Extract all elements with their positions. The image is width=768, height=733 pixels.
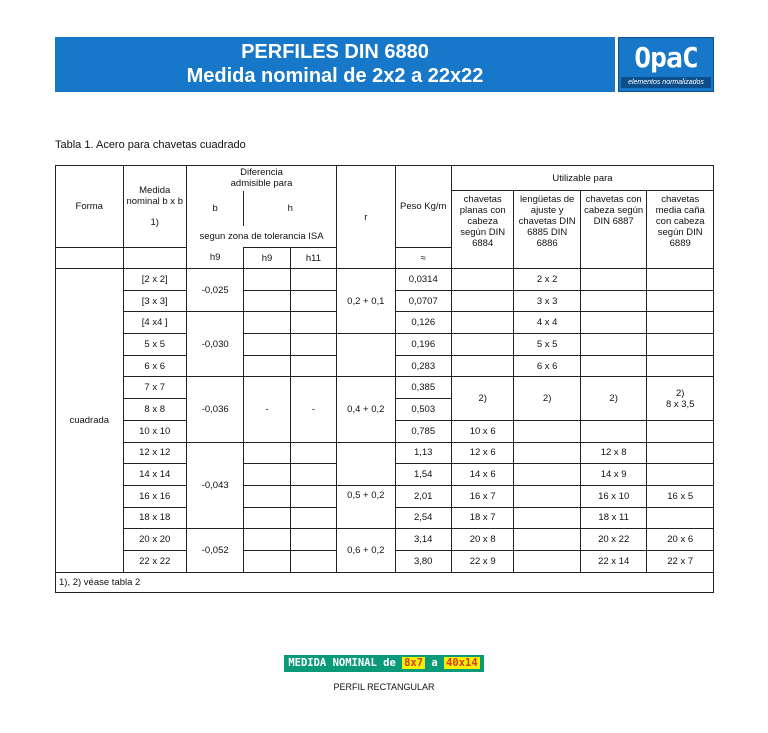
medida-cell: 10 x 10 bbox=[123, 420, 186, 442]
r-cell: 0,4 + 0,2 bbox=[337, 377, 395, 442]
header-u3: chavetas con cabeza según DIN 6887 bbox=[580, 191, 647, 269]
u2-cell: 6 x 6 bbox=[514, 355, 581, 377]
medida-cell: 14 x 14 bbox=[123, 464, 186, 486]
table-caption: Tabla 1. Acero para chavetas cuadrado bbox=[55, 139, 246, 151]
table-row bbox=[56, 442, 714, 464]
medida-cell: 16 x 16 bbox=[123, 485, 186, 507]
u1-cell: 2) bbox=[451, 377, 513, 420]
u3-cell: 2) bbox=[580, 377, 647, 420]
u4-cell: 22 x 7 bbox=[647, 550, 714, 572]
peso-cell: 3,14 bbox=[395, 529, 451, 551]
header-medida bbox=[123, 166, 186, 248]
logo-brand: OpaC bbox=[634, 41, 698, 74]
medida-cell: [3 x 3] bbox=[123, 290, 186, 312]
header-b: b bbox=[186, 191, 243, 226]
u2-cell: 5 x 5 bbox=[514, 334, 581, 356]
table-footnote: 1), 2) véase tabla 2 bbox=[56, 572, 714, 592]
u1-cell: 18 x 7 bbox=[451, 507, 513, 529]
header-utilizable: Utilizable para bbox=[451, 166, 713, 191]
medida-cell: 18 x 18 bbox=[123, 507, 186, 529]
r-cell: 0,2 + 0,1 bbox=[337, 269, 395, 334]
rectangular-link-banner[interactable] bbox=[284, 655, 483, 672]
banner-to: 40x14 bbox=[446, 657, 478, 669]
u1-cell: 22 x 9 bbox=[451, 550, 513, 572]
u2-cell: 3 x 3 bbox=[514, 290, 581, 312]
u4-cell: 16 x 5 bbox=[647, 485, 714, 507]
peso-cell: 0,785 bbox=[395, 420, 451, 442]
banner-prefix: MEDIDA NOMINAL de bbox=[288, 657, 396, 669]
din6880-table bbox=[55, 165, 714, 593]
header-u4: chavetas media caña con cabeza según DIN 6889 bbox=[647, 191, 714, 269]
peso-cell: 3,80 bbox=[395, 550, 451, 572]
u4-value: 8 x 3,5 bbox=[665, 398, 695, 410]
r-cell: 0,6 + 0,2 bbox=[337, 529, 395, 572]
u4-cell: 20 x 6 bbox=[647, 529, 714, 551]
table-row bbox=[56, 485, 714, 507]
header-h9-h: h9 bbox=[244, 248, 290, 269]
forma-value: cuadrada bbox=[56, 269, 124, 573]
header-h11: h11 bbox=[290, 248, 336, 269]
logo-tagline: elementos normalizados bbox=[621, 77, 711, 88]
header-medida-label: Medida nominal b x b bbox=[126, 185, 183, 207]
bottom-section bbox=[0, 653, 768, 692]
header-u2: lengüetas de ajuste y chavetas DIN 6885 DIN 6886 bbox=[514, 191, 581, 269]
header-h: h bbox=[244, 191, 337, 226]
tol-b-cell: -0,052 bbox=[186, 529, 243, 572]
peso-cell: 0,503 bbox=[395, 399, 451, 421]
peso-cell: 0,283 bbox=[395, 355, 451, 377]
u1-cell: 20 x 8 bbox=[451, 529, 513, 551]
banner-from: 8x7 bbox=[404, 657, 424, 669]
peso-cell: 0,196 bbox=[395, 334, 451, 356]
medida-cell: 6 x 6 bbox=[123, 355, 186, 377]
r-cell: 0,5 + 0,2 bbox=[337, 485, 395, 528]
banner-mid: a bbox=[431, 657, 438, 669]
u1-cell: 14 x 6 bbox=[451, 464, 513, 486]
tol-b-cell: -0,030 bbox=[186, 312, 243, 377]
header-zona: segun zona de tolerancia ISA bbox=[186, 226, 336, 248]
page-subtitle: Medida nominal de 2x2 a 22x22 bbox=[186, 65, 484, 87]
u1-cell: 10 x 6 bbox=[451, 420, 513, 442]
tol-b-cell: -0,025 bbox=[186, 269, 243, 312]
medida-cell: 5 x 5 bbox=[123, 334, 186, 356]
peso-cell: 2,01 bbox=[395, 485, 451, 507]
banner-subtitle: PERFIL RECTANGULAR bbox=[333, 682, 435, 692]
u3-cell: 22 x 14 bbox=[580, 550, 647, 572]
u2-cell: 2 x 2 bbox=[514, 269, 581, 291]
u1-cell: 16 x 7 bbox=[451, 485, 513, 507]
medida-cell: [4 x4 ] bbox=[123, 312, 186, 334]
medida-cell: 8 x 8 bbox=[123, 399, 186, 421]
medida-cell: 20 x 20 bbox=[123, 529, 186, 551]
u2-cell: 4 x 4 bbox=[514, 312, 581, 334]
u3-cell: 14 x 9 bbox=[580, 464, 647, 486]
u2-cell: 2) bbox=[514, 377, 581, 420]
header-diferencia: Diferencia admisible para bbox=[186, 166, 336, 191]
tol-h11-cell: - bbox=[290, 377, 336, 442]
header-u1: chavetas planas con cabeza según DIN 6884 bbox=[451, 191, 513, 269]
header-approx: ≈ bbox=[395, 248, 451, 269]
u3-cell: 12 x 8 bbox=[580, 442, 647, 464]
peso-cell: 1,13 bbox=[395, 442, 451, 464]
medida-cell: [2 x 2] bbox=[123, 269, 186, 291]
page-header bbox=[55, 37, 615, 92]
tol-b-cell: -0,036 bbox=[186, 377, 243, 442]
peso-cell: 0,0707 bbox=[395, 290, 451, 312]
opac-logo-icon bbox=[618, 37, 714, 92]
medida-cell: 22 x 22 bbox=[123, 550, 186, 572]
peso-cell: 0,385 bbox=[395, 377, 451, 399]
peso-cell: 2,54 bbox=[395, 507, 451, 529]
page-title: PERFILES DIN 6880 bbox=[241, 41, 429, 63]
peso-cell: 0,0314 bbox=[395, 269, 451, 291]
header-medida-note: 1) bbox=[150, 217, 159, 228]
peso-cell: 1,54 bbox=[395, 464, 451, 486]
u4-note: 2) bbox=[675, 387, 685, 399]
medida-cell: 12 x 12 bbox=[123, 442, 186, 464]
header-peso: Peso Kg/m bbox=[395, 166, 451, 248]
table-row bbox=[56, 377, 714, 399]
peso-cell: 0,126 bbox=[395, 312, 451, 334]
table-row bbox=[56, 269, 714, 291]
u1-cell: 12 x 6 bbox=[451, 442, 513, 464]
u3-cell: 16 x 10 bbox=[580, 485, 647, 507]
u4-cell bbox=[647, 377, 714, 420]
table-row bbox=[56, 334, 714, 356]
tol-h9-cell: - bbox=[244, 377, 290, 442]
table-row bbox=[56, 529, 714, 551]
tol-b-cell: -0,043 bbox=[186, 442, 243, 529]
header-h9-b: h9 bbox=[186, 248, 243, 269]
header-r: r bbox=[337, 166, 395, 269]
medida-cell: 7 x 7 bbox=[123, 377, 186, 399]
u3-cell: 18 x 11 bbox=[580, 507, 647, 529]
header-forma: Forma bbox=[56, 166, 124, 248]
u3-cell: 20 x 22 bbox=[580, 529, 647, 551]
